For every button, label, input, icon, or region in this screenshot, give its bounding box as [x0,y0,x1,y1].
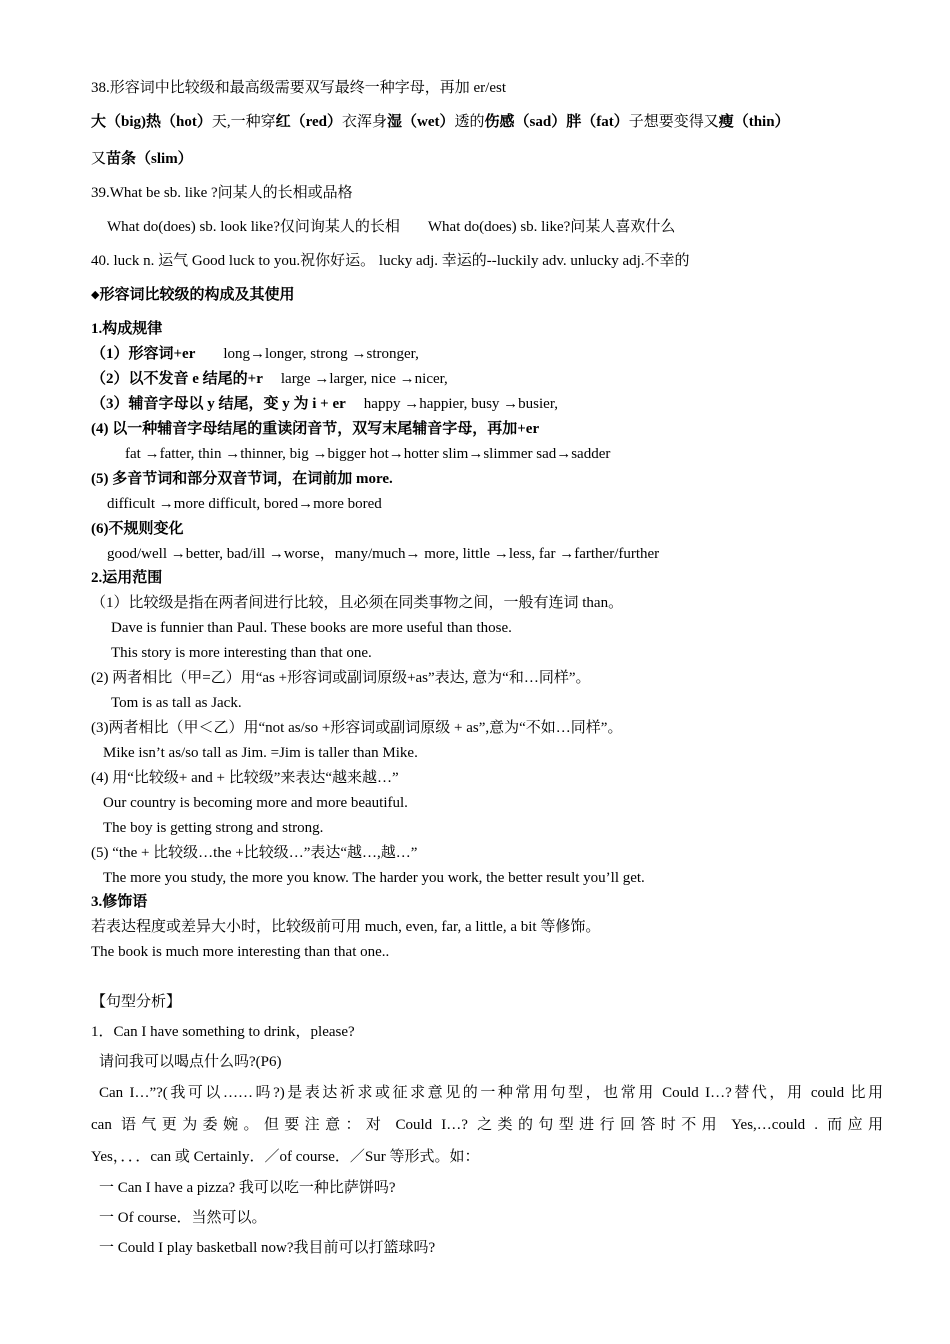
dialogue-line: 一 Of course．当然可以。 [99,1210,267,1226]
usage-4-example: Our country is becoming more and more beautiful. [103,795,408,811]
item-38-mnemonic-end [91,149,193,169]
analysis-paragraph-line: Yes，．．．can 或 Certainly．／of course．／Sur 等形式。如： [91,1149,480,1165]
rule-example: happy →happier, busy →busier, [363,396,558,412]
heading-usage: 2.运用范围 [91,570,163,586]
rule-5-label: (5) 多音节词和部分双音节词，在词前加 more. [91,471,393,487]
usage-3-example: Mike isn’t as/so tall as Jim. =Jim is taller than Mike. [103,745,418,761]
usage-1-example: This story is more interesting than that one. [111,645,372,661]
rule-example: long→longer, strong →stronger, [223,346,419,362]
example-like: What do(does) sb. like?问某人喜欢什么 [427,219,676,235]
mnemonic-part: 红（red） [275,114,342,130]
section-heading [91,285,294,305]
analysis-paragraph-line: can 语气更为委婉。但要注意：对 Could I…? 之类的句型进行回答时不用 Yes,…could . 而应用 [91,1117,883,1133]
usage-5: (5) “the + 比较级…the +比较级…”表达“越…,越…” [91,845,418,861]
mnemonic-part: 又 [91,151,107,167]
section-title: 形容词比较级的构成及其使用 [99,287,295,303]
rule-1 [91,344,419,364]
item-40-text: 40. luck n. 运气 Good luck to you.祝你好运。 lucky adj. 幸运的--luckily adv. unlucky adj.不幸的 [91,253,690,269]
item-39-text: 39.What be sb. like ?问某人的长相或品格 [91,185,353,201]
rule-6-label: (6)不规则变化 [91,521,184,537]
analysis-question: 1．Can I have something to drink，please? [91,1024,355,1040]
rule-4-label: (4) 以一种辅音字母结尾的重读闭音节，双写末尾辅音字母，再加+er [91,421,540,437]
mnemonic-part: 湿（wet） [387,114,455,130]
item-38-mnemonic [91,112,790,132]
rule-3 [91,394,558,414]
usage-2: (2) 两者相比（甲=乙）用“as +形容词或副词原级+as”表达, 意为“和…同样”。 [91,670,591,686]
mnemonic-part: 苗条（slim） [106,151,193,167]
rule-2 [91,369,448,389]
usage-5-example: The more you study, the more you know. The harder you work, the better result you’ll get. [103,870,645,886]
item-38-text: 38.形容词中比较级和最高级需要双写最终一种字母，再加 er/est [91,80,506,96]
analysis-question-cn: 请问我可以喝点什么吗?(P6) [99,1054,282,1070]
dialogue-line: 一 Could I play basketball now?我目前可以打篮球吗? [99,1240,436,1256]
mnemonic-part: 瘦（thin） [718,114,790,130]
mnemonic-part: 透的 [454,114,485,130]
rule-label: （1）形容词+er [91,346,196,362]
diamond-bullet-icon: ◆ [91,289,100,301]
mnemonic-part: 子想要变得又 [628,114,719,130]
rule-6-example: good/well →better, bad/ill →worse，many/much→ more, little →less, far →farther/further [107,546,660,562]
mnemonic-part: 天,一种穿 [211,114,276,130]
analysis-paragraph-line: Can I…”?(我可以……吗?)是表达祈求或征求意见的一种常用句型，也常用 Could I…?替代，用 could 比用 [99,1085,883,1101]
heading-formation: 1.构成规律 [91,321,163,337]
rule-label: （3）辅音字母以 y 结尾，变 y 为 i + er [91,396,346,412]
rule-4-example: fat →fatter, thin →thinner, big →bigger hot→hotter slim→slimmer sad→sadder [125,446,611,462]
usage-1: （1）比较级是指在两者间进行比较，且必须在同类事物之间，一般有连词 than。 [91,595,624,611]
usage-4: (4) 用“比较级+ and + 比较级”来表达“越来越…” [91,770,399,786]
rule-5-example: difficult →more difficult, bored→more bored [107,496,382,512]
rule-example: large →larger, nice →nicer, [280,371,448,387]
usage-4-example: The boy is getting strong and strong. [103,820,324,836]
item-39-examples [107,217,675,237]
heading-modifiers: 3.修饰语 [91,894,148,910]
usage-2-example: Tom is as tall as Jack. [111,695,242,711]
dialogue-line: 一 Can I have a pizza? 我可以吃一种比萨饼吗? [99,1180,396,1196]
modifiers-text: 若表达程度或差异大小时，比较级前可用 much, even, far, a little, a bit 等修饰。 [91,919,601,935]
modifiers-example: The book is much more interesting than that one.. [91,944,390,960]
usage-1-example: Dave is funnier than Paul. These books are more useful than those. [111,620,512,636]
mnemonic-part: 衣浑身 [342,114,388,130]
rule-label: （2）以不发音 e 结尾的+r [91,371,263,387]
mnemonic-part: 伤感（sad）胖（fat） [484,114,629,130]
analysis-title: 【句型分析】 [91,994,182,1010]
mnemonic-part: 大（big)热（hot） [91,114,212,130]
usage-3: (3)两者相比（甲＜乙）用“not as/so +形容词或副词原级 + as”,意为“不如…同样”。 [91,720,623,736]
example-look-like: What do(does) sb. look like?仅问询某人的长相 [107,219,400,235]
